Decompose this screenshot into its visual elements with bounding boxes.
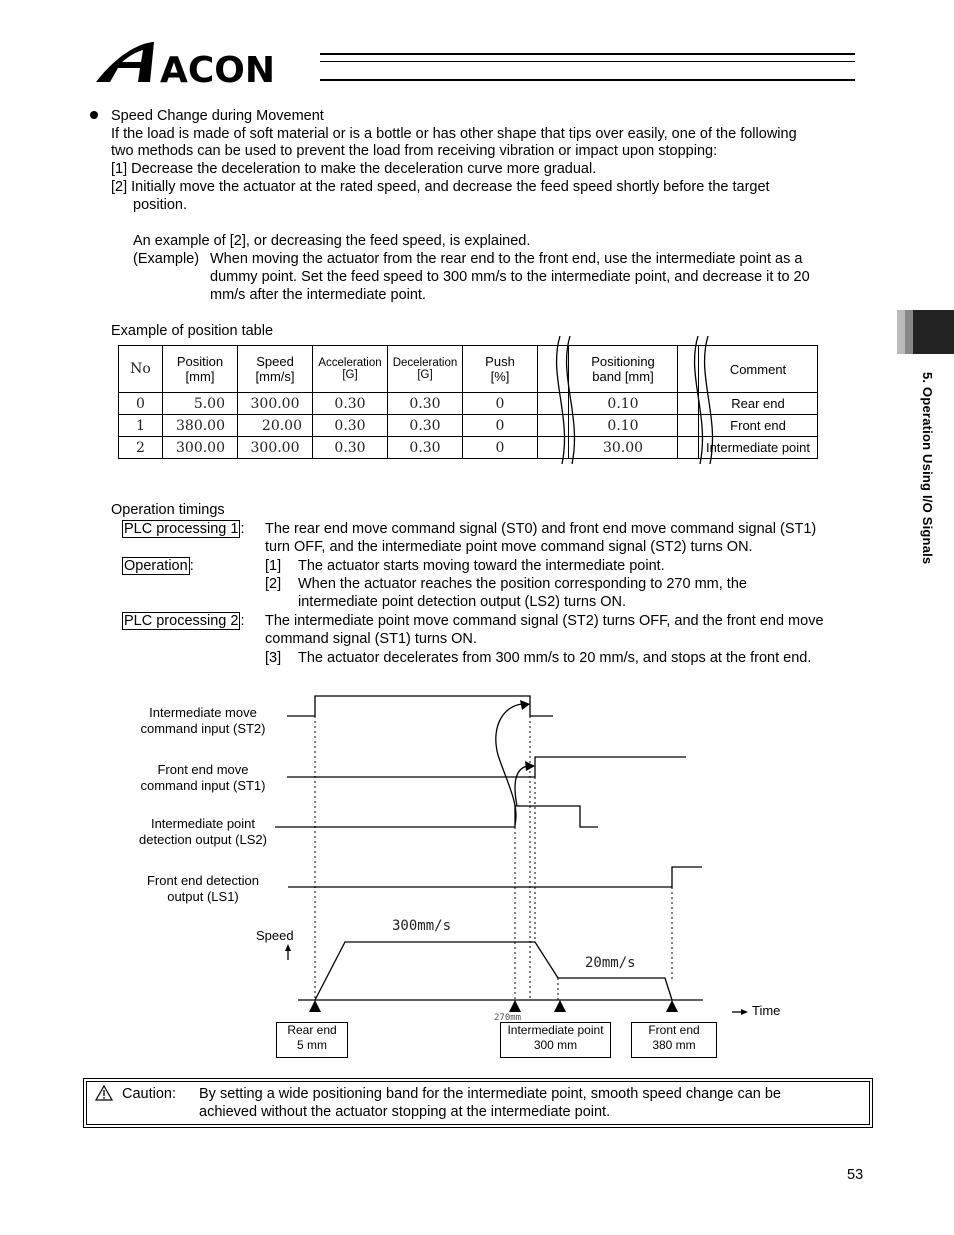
ls2-to-st1-arrow xyxy=(515,766,534,806)
plc1-line-1: The rear end move command signal (ST0) and front end move command signal (ST1) xyxy=(265,521,817,537)
cell-decel: 0.30 xyxy=(388,437,463,459)
header-push: Push [%] xyxy=(463,346,538,393)
cell-decel: 0.30 xyxy=(388,415,463,437)
example-label: (Example) xyxy=(133,251,200,267)
example-line-1: When moving the actuator from the rear end to the front end, use the intermediate point as a xyxy=(210,251,803,267)
cell-comment: Rear end xyxy=(699,393,818,415)
caution-line-2: achieved without the actuator stopping at the intermediate point. xyxy=(199,1104,611,1120)
example-intro: An example of [2], or decreasing the feed speed, is explained. xyxy=(133,233,531,249)
header-comment: Comment xyxy=(699,346,818,393)
header-band: Positioning band [mm] xyxy=(569,346,678,393)
cell-band: 0.10 xyxy=(569,415,678,437)
front-end-box: Front end 380 mm xyxy=(631,1022,717,1058)
header-acceleration: Acceleration [G] xyxy=(313,346,388,393)
op1-text: The actuator starts moving toward the intermediate point. xyxy=(298,558,665,574)
cell-push: 0 xyxy=(463,415,538,437)
table-break-waves xyxy=(550,336,730,464)
st1-label: Front end move command input (ST1) xyxy=(140,762,266,793)
header-rule-bottom xyxy=(320,79,855,81)
bullet-icon xyxy=(90,111,98,119)
cell-position: 380.00 xyxy=(163,415,238,437)
cell-accel: 0.30 xyxy=(313,437,388,459)
ls2-label: Intermediate point detection output (LS2) xyxy=(139,816,267,847)
chapter-side-title: 5. Operation Using I/O Signals xyxy=(920,372,935,565)
section-title: Speed Change during Movement xyxy=(111,108,324,124)
speed-300-label: 300mm/s xyxy=(392,918,452,934)
header-deceleration: Deceleration [G] xyxy=(388,346,463,393)
cell-accel: 0.30 xyxy=(313,393,388,415)
warning-icon xyxy=(95,1085,113,1101)
page-number: 53 xyxy=(847,1167,864,1183)
timing-diagram xyxy=(0,680,954,1040)
cell-push: 0 xyxy=(463,437,538,459)
speed-profile xyxy=(315,942,672,1000)
example-line-3: mm/s after the intermediate point. xyxy=(210,287,426,303)
cell-accel: 0.30 xyxy=(313,415,388,437)
method-2-line-1: [2] Initially move the actuator at the rated speed, and decrease the feed speed shortly before the target xyxy=(111,179,770,195)
intro-line-1: If the load is made of soft material or is a bottle or has other shape that tips over easily, one of the following xyxy=(111,126,797,142)
cell-no: 2 xyxy=(119,437,163,459)
mark-270mm-label: 270mm xyxy=(494,1013,522,1023)
cell-comment: Intermediate point xyxy=(699,437,818,459)
cell-position: 300.00 xyxy=(163,437,238,459)
op2-line-2: intermediate point detection output (LS2) turns ON. xyxy=(298,594,627,610)
header-no: No xyxy=(119,346,163,393)
ls2-to-st2-arrow xyxy=(496,704,528,825)
marker-270mm xyxy=(509,1000,521,1012)
ls1-waveform xyxy=(288,867,702,887)
op3-text: The actuator decelerates from 300 mm/s to 20 mm/s, and stops at the front end. xyxy=(298,650,812,666)
cell-decel: 0.30 xyxy=(388,393,463,415)
timings-title: Operation timings xyxy=(111,502,225,518)
cell-band: 30.00 xyxy=(569,437,678,459)
header-speed: Speed [mm/s] xyxy=(238,346,313,393)
cell-band: 0.10 xyxy=(569,393,678,415)
ls1-label: Front end detection output (LS1) xyxy=(146,873,260,904)
method-2-line-2: position. xyxy=(133,197,188,213)
cell-speed: 20.00 xyxy=(238,415,313,437)
rear-end-box: Rear end 5 mm xyxy=(276,1022,348,1058)
op3-num: [3] xyxy=(265,650,282,666)
speed-20-label: 20mm/s xyxy=(585,955,636,971)
op1-num: [1] xyxy=(265,558,282,574)
operation-label: Operation : xyxy=(124,558,194,574)
plc2-line-2: command signal (ST1) turns ON. xyxy=(265,631,477,647)
table-caption: Example of position table xyxy=(111,323,274,339)
plc1-line-2: turn OFF, and the intermediate point move command signal (ST2) turns ON. xyxy=(265,539,753,555)
example-line-2: dummy point. Set the feed speed to 300 mm/s to the intermediate point, and decrease it to 20 xyxy=(210,269,810,285)
header-position: Position [mm] xyxy=(163,346,238,393)
caution-line-1: By setting a wide positioning band for the intermediate point, smooth speed change can be xyxy=(199,1086,781,1102)
header-rule-top xyxy=(320,53,855,55)
plc2-label: PLC processing 2 : xyxy=(124,613,245,629)
speed-axis-label: Speed xyxy=(256,928,294,943)
header-rule-mid xyxy=(320,61,855,62)
marker-front-end xyxy=(666,1000,678,1012)
acon-logo xyxy=(92,38,327,91)
cell-no: 0 xyxy=(119,393,163,415)
plc1-label: PLC processing 1 : xyxy=(124,521,245,537)
cell-speed: 300.00 xyxy=(238,393,313,415)
plc2-line-1: The intermediate point move command signal (ST2) turns OFF, and the front end move xyxy=(265,613,824,629)
intro-line-2: two methods can be used to prevent the load from receiving vibration or impact upon stopping: xyxy=(111,143,718,159)
op2-line-1: When the actuator reaches the position corresponding to 270 mm, the xyxy=(298,576,747,592)
cell-speed: 300.00 xyxy=(238,437,313,459)
logo-text: ACON xyxy=(160,50,276,86)
marker-rear-end xyxy=(309,1000,321,1012)
method-1: [1] Decrease the deceleration to make the deceleration curve more gradual. xyxy=(111,161,597,177)
ls2-waveform xyxy=(275,806,598,827)
time-axis-label: Time xyxy=(752,1003,781,1018)
op2-num: [2] xyxy=(265,576,282,592)
st1-waveform xyxy=(287,757,686,777)
marker-intermediate xyxy=(554,1000,566,1012)
chapter-tab xyxy=(897,310,954,354)
cell-no: 1 xyxy=(119,415,163,437)
cell-position: 5.00 xyxy=(163,393,238,415)
intermediate-point-box: Intermediate point 300 mm xyxy=(500,1022,611,1058)
st2-label: Intermediate move command input (ST2) xyxy=(140,705,266,736)
cell-push: 0 xyxy=(463,393,538,415)
cell-comment: Front end xyxy=(699,415,818,437)
caution-label: Caution: xyxy=(122,1086,177,1102)
